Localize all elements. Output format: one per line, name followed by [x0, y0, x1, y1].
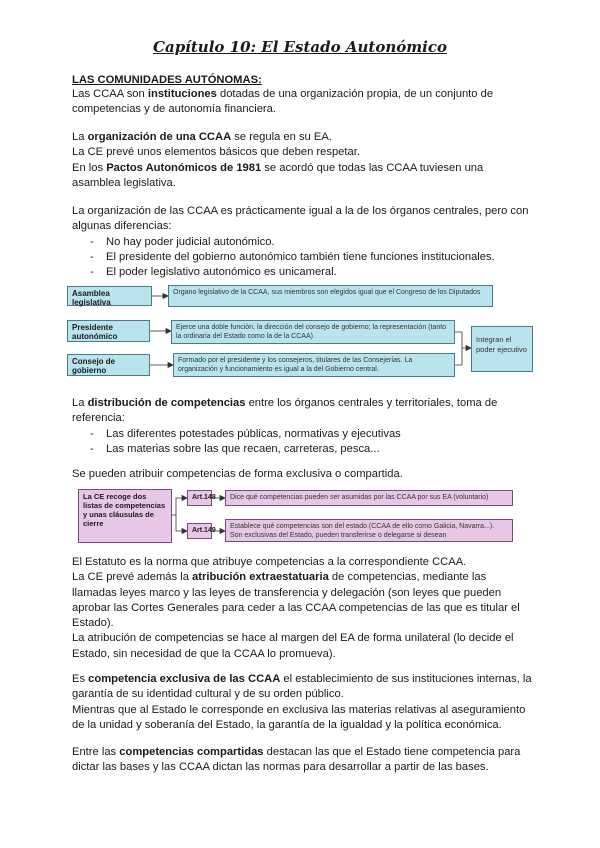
distribution-pre: La: [72, 397, 88, 409]
ce-lists-box: La CE recoge dos listas de competencias y unas cláusulas de cierre: [78, 489, 172, 543]
org-line1-pre: La: [72, 131, 88, 143]
exclusiva-line2: Mientras que al Estado le corresponde en exclusiva las materias relativas al aseguramiento de la unidad y soberanía del Estado, la garantía de la igualdad y la política económica.: [72, 703, 526, 731]
compartidas-bold: competencias compartidas: [119, 746, 264, 758]
list-item: - Las diferentes potestades públicas, normativas y ejecutivas: [72, 427, 532, 442]
list-item: - El presidente del gobierno autonómico también tiene funciones institucionales.: [72, 250, 532, 265]
org-line2: La CE prevé unos elementos básicos que deben respetar.: [72, 146, 360, 159]
art148-box: Art.148: [187, 490, 212, 506]
compartidas-pre: Entre las: [72, 746, 120, 758]
list-item: - El poder legislativo autonómico es unicameral.: [72, 265, 532, 280]
distribution-bold: distribución de competencias: [87, 397, 246, 409]
presidente-desc-box: Ejerce una doble función, la dirección del consejo de gobierno; la representación (tanto la ordinaria del Estado como la de la CCAA): [171, 320, 455, 344]
exclusiva-bold: competencia exclusiva de las CCAA: [88, 673, 281, 685]
section-heading: LAS COMUNIDADES AUTÓNOMAS:: [72, 74, 262, 86]
differences-intro: La organización de las CCAA es prácticamente igual a la de los órganos centrales, pero con algunas diferencias:: [72, 205, 529, 233]
exclusiva-paragraph: [72, 672, 532, 733]
page-title: Capítulo 10: El Estado Autonómico: [153, 38, 447, 56]
estatuto-line2-pre: La CE prevé además la: [72, 571, 193, 584]
art149-box: Art.149: [187, 523, 212, 539]
org-line1-post: se regula en su EA.: [231, 131, 332, 143]
compartidas-post: destacan las que el Estado tiene competencia para dictar las bases y las CCAA dictan las normas para desarrollar a partir de las bases.: [72, 746, 521, 774]
consejo-label-box: Consejo de gobierno: [67, 354, 150, 376]
org-line1-bold: organización de una CCAA: [87, 131, 232, 143]
list-item: - Las materias sobre las que recaen, carreteras, pesca...: [72, 442, 532, 457]
forms-sentence: Se pueden atribuir competencias de forma exclusiva o compartida.: [72, 468, 403, 480]
estatuto-paragraph: [72, 555, 532, 662]
intro-bold: instituciones: [147, 88, 217, 100]
intro-pre: Las CCAA son: [72, 88, 148, 100]
estatuto-line2-bold: atribución extraestatuaria: [192, 571, 329, 584]
asamblea-label-box: Asamblea legislativa: [67, 286, 152, 306]
estatuto-line1: El Estatuto es la norma que atribuye competencias a la correspondiente CCAA.: [72, 556, 467, 568]
estatuto-line3: La atribución de competencias se hace al margen del EA de forma unilateral (lo decide el Estado, sin necesidad de que la CCAA lo promueva).: [72, 632, 514, 660]
asamblea-desc-box: Órgano legislativo de la CCAA, sus miembros son elegidos igual que el Congreso de los Diputados: [168, 285, 493, 307]
org-line3-bold: Pactos Autonómicos de 1981: [106, 161, 262, 174]
distribution-post: entre los órganos centrales y territoriales, toma de referencia:: [72, 397, 498, 425]
org-line3-post: se acordó que todas las CCAA tuviesen una asamblea legislativa.: [72, 161, 484, 189]
exclusiva-post: el establecimiento de sus instituciones internas, la garantía de su identidad cultural y de su orden público.: [72, 673, 532, 701]
consejo-desc-box: Formado por el presidente y los consejeros, titulares de las Consejerías. La organización y funcionamiento es igual a la del Gobierno central.: [173, 353, 455, 377]
art149-desc-box: Establece qué competencias son del estado (CCAA de ello como Galicia, Navarra...). Son exclusivas del Estado, pueden transferirse o delegarse si desean: [225, 519, 513, 542]
presidente-label-box: Presidente autonómico: [67, 320, 150, 342]
estatuto-line2-post: de competencias, mediante las llamadas leyes marco y las leyes de transferencia y delegación (son leyes que pueden aprobar las Cortes Generales para ceder a las CCAA competencias de las que es titular el Estado).: [72, 571, 520, 630]
exclusiva-pre: Es: [72, 673, 89, 685]
art148-desc-box: Dice qué competencias pueden ser asumidas por las CCAA por sus EA (voluntario): [225, 490, 513, 506]
list-item: - No hay poder judicial autonómico.: [72, 235, 532, 250]
integran-box: Integran el poder ejecutivo: [471, 326, 533, 372]
org-line3-pre: En los: [72, 161, 107, 174]
compartidas-paragraph: [72, 745, 532, 776]
intro-post: dotadas de una organización propia, de un conjunto de competencias y de autonomía financiera.: [72, 88, 494, 116]
